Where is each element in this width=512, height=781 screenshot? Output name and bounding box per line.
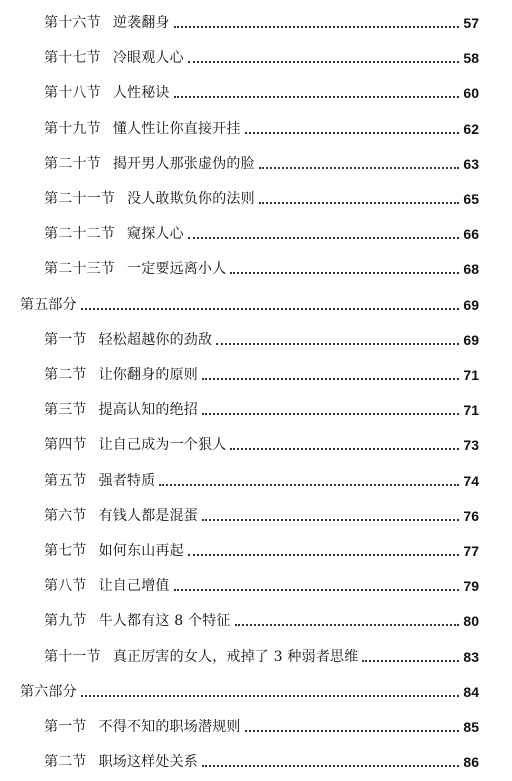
toc-entry-page-number: 66 <box>463 226 479 242</box>
toc-entry[interactable] <box>0 41 512 67</box>
dot-leader <box>230 272 459 274</box>
toc-entry-chapter: 第二十一节 <box>44 191 115 207</box>
toc-entry[interactable] <box>0 640 512 666</box>
dot-leader <box>202 378 459 380</box>
toc-entry[interactable] <box>0 358 512 384</box>
toc-entry[interactable] <box>0 393 512 419</box>
dot-leader <box>202 413 459 415</box>
toc-entry[interactable] <box>0 252 512 278</box>
toc-entry[interactable] <box>0 147 512 173</box>
toc-entry-title: 冷眼观人心 <box>112 50 184 66</box>
toc-entry-label <box>44 84 170 102</box>
dot-leader <box>202 765 459 767</box>
toc-entry-label <box>44 753 198 771</box>
toc-entry-page-number: 84 <box>463 684 479 700</box>
toc-entry-page-number: 74 <box>463 473 479 489</box>
toc-entry-label <box>44 612 231 630</box>
toc-entry-page-number: 69 <box>463 297 479 313</box>
toc-entry-page-number: 69 <box>463 332 479 348</box>
toc-entry-chapter: 第六节 <box>44 508 87 524</box>
toc-entry-page-number: 68 <box>463 261 479 277</box>
toc-entry-page-number: 62 <box>463 121 479 137</box>
toc-entry[interactable] <box>0 112 512 138</box>
toc-entry-page-number: 71 <box>463 367 479 383</box>
toc-entry-chapter: 第十一节 <box>44 649 101 665</box>
toc-entry-label <box>44 155 255 173</box>
toc-entry-label <box>44 366 198 384</box>
toc-entry-label <box>44 225 184 243</box>
toc-entry-chapter: 第二节 <box>44 367 87 383</box>
toc-entry[interactable] <box>0 604 512 630</box>
toc-entry-chapter: 第十八节 <box>44 85 101 101</box>
toc-entry[interactable] <box>0 569 512 595</box>
toc-entry[interactable] <box>0 76 512 102</box>
toc-entry-label <box>44 260 226 278</box>
toc-entry-title: 人性秘诀 <box>112 85 170 101</box>
toc-entry-page-number: 73 <box>463 437 479 453</box>
toc-entry-title: 真正厉害的女人，戒掉了 3 种弱者思维 <box>112 649 359 665</box>
toc-entry-chapter: 第一节 <box>44 332 87 348</box>
toc-entry-label <box>44 331 212 349</box>
dot-leader <box>188 61 460 63</box>
toc-entry-label <box>20 683 77 701</box>
toc-entry-page-number: 79 <box>463 578 479 594</box>
toc-entry-label <box>44 648 358 666</box>
toc-entry-title: 让自己成为一个狠人 <box>98 437 227 453</box>
toc-entry-title: 逆袭翻身 <box>112 15 170 31</box>
toc-entry[interactable] <box>0 710 512 736</box>
dot-leader <box>216 343 459 345</box>
toc-entry[interactable] <box>0 464 512 490</box>
toc-entry-label <box>20 296 77 314</box>
toc-entry-label <box>44 718 241 736</box>
dot-leader <box>259 202 460 204</box>
toc-entry-title: 不得不知的职场潜规则 <box>98 719 241 735</box>
toc-entry-label <box>44 472 155 490</box>
toc-entry-label <box>44 49 184 67</box>
toc-entry-title: 懂人性让你直接开挂 <box>112 121 241 137</box>
toc-entry[interactable] <box>0 6 512 32</box>
toc-entry[interactable] <box>0 323 512 349</box>
dot-leader <box>188 237 460 239</box>
toc-entry-title: 让你翻身的原则 <box>98 367 199 383</box>
toc-entry-label <box>44 120 241 138</box>
toc-entry-page-number: 63 <box>463 156 479 172</box>
toc-entry-chapter: 第十七节 <box>44 50 101 66</box>
toc-entry[interactable] <box>0 499 512 525</box>
toc-entry-title: 一定要远离小人 <box>127 261 227 277</box>
toc-entry-chapter: 第二十节 <box>44 156 101 172</box>
toc-entry-chapter: 第五部分 <box>20 297 77 313</box>
dot-leader <box>159 484 459 486</box>
dot-leader <box>259 167 460 169</box>
dot-leader <box>245 132 460 134</box>
toc-entry-chapter: 第八节 <box>44 578 87 594</box>
toc-entry-chapter: 第五节 <box>44 473 87 489</box>
toc-entry-title: 让自己增值 <box>98 578 170 594</box>
toc-entry-page-number: 85 <box>463 719 479 735</box>
toc-entry-title: 如何东山再起 <box>98 543 184 559</box>
toc-entry-chapter: 第二十三节 <box>44 261 115 277</box>
toc-entry-title: 牛人都有这 8 个特征 <box>98 613 231 629</box>
toc-entry-chapter: 第三节 <box>44 402 87 418</box>
toc-entry-title: 有钱人都是混蛋 <box>98 508 199 524</box>
toc-entry-page-number: 76 <box>463 508 479 524</box>
toc-entry[interactable] <box>0 288 512 314</box>
toc-entry-title: 没人敢欺负你的法则 <box>127 191 255 207</box>
toc-entry-chapter: 第七节 <box>44 543 87 559</box>
toc-entry[interactable] <box>0 534 512 560</box>
toc-entry-label <box>44 577 170 595</box>
toc-entry-label <box>44 14 170 32</box>
toc-entry-label <box>44 542 184 560</box>
dot-leader <box>362 660 459 662</box>
toc-entry-page-number: 71 <box>463 402 479 418</box>
toc-entry[interactable] <box>0 745 512 771</box>
dot-leader <box>174 589 460 591</box>
toc-entry[interactable] <box>0 428 512 454</box>
toc-entry-chapter: 第十九节 <box>44 121 101 137</box>
dot-leader <box>230 448 459 450</box>
toc-entry-chapter: 第十六节 <box>44 15 101 31</box>
toc-entry-page-number: 60 <box>463 85 479 101</box>
dot-leader <box>202 519 459 521</box>
toc-entry-page-number: 83 <box>463 649 479 665</box>
dot-leader <box>235 624 460 626</box>
toc-entry-title: 提高认知的绝招 <box>98 402 199 418</box>
toc-entry-label <box>44 401 198 419</box>
toc-entry-chapter: 第六部分 <box>20 684 77 700</box>
toc-entry-title: 职场这样处关系 <box>98 754 199 770</box>
toc-entry[interactable] <box>0 182 512 208</box>
toc-entry-page-number: 58 <box>463 50 479 66</box>
toc-entry-page-number: 65 <box>463 191 479 207</box>
toc-entry-title: 轻松超越你的劲敌 <box>98 332 213 348</box>
dot-leader <box>174 96 460 98</box>
toc-entry-page-number: 57 <box>463 15 479 31</box>
toc-entry-title: 强者特质 <box>98 473 156 489</box>
dot-leader <box>245 730 460 732</box>
toc-entry-chapter: 第二节 <box>44 754 87 770</box>
toc-entry-label <box>44 507 198 525</box>
toc-entry[interactable] <box>0 675 512 701</box>
dot-leader <box>81 308 460 310</box>
dot-leader <box>188 554 460 556</box>
toc-entry-label <box>44 190 255 208</box>
dot-leader <box>81 695 460 697</box>
toc-entry-title: 揭开男人那张虚伪的脸 <box>112 156 255 172</box>
toc-entry-title: 窥探人心 <box>127 226 184 242</box>
toc-entry-page-number: 77 <box>463 543 479 559</box>
toc-entry-chapter: 第九节 <box>44 613 87 629</box>
toc-entry-page-number: 86 <box>463 754 479 770</box>
toc-entry-chapter: 第二十二节 <box>44 226 115 242</box>
toc-entry[interactable] <box>0 217 512 243</box>
toc-entry-chapter: 第一节 <box>44 719 87 735</box>
toc-entry-label <box>44 436 226 454</box>
toc-entry-chapter: 第四节 <box>44 437 87 453</box>
toc-entry-page-number: 80 <box>463 613 479 629</box>
dot-leader <box>174 26 460 28</box>
